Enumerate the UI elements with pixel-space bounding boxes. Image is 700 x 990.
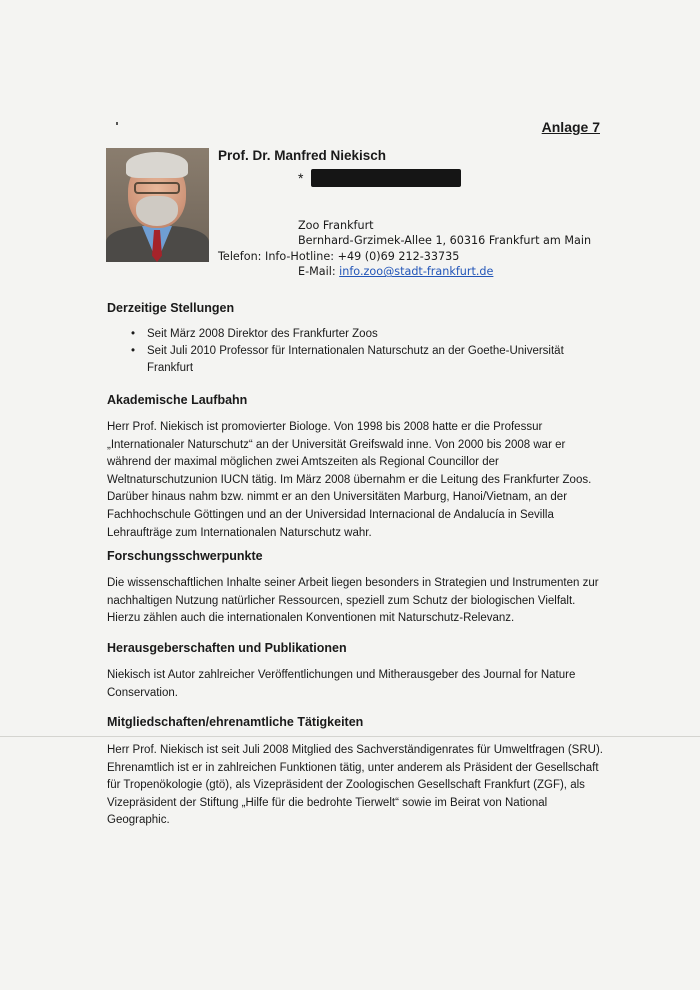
positions-list (107, 326, 607, 377)
memberships-text: Herr Prof. Niekisch ist seit Juli 2008 Mitglied des Sachverständigenrates für Umweltfragen (SRU). Ehrenamtlich ist er in zahlreichen Funktionen tätig, unter anderem als Präsident der Gesellschaft für Tropenökologie (gtö), als Vizepräsident der Zoologischen Gesellschaft Frankfurt (ZGF), als Vizepräsident der Stiftung „Hilfe für die bedrohte Tierwelt“ sowie im Beirat von National Geographic. (107, 744, 603, 827)
birth-date-row (298, 168, 461, 188)
position-item: • Seit März 2008 Direktor des Frankfurter Zoos (107, 326, 607, 343)
scan-speck (116, 122, 118, 125)
email-link[interactable]: info.zoo@stadt-frankfurt.de (339, 265, 494, 279)
phone-value: Info-Hotline: +49 (0)69 212-33735 (265, 249, 460, 263)
career-text: Herr Prof. Niekisch ist promovierter Biologe. Von 1998 bis 2008 hatte er die Professur „Internationaler Naturschutz“ an der Universität Greifswald inne. Von 2000 bis 2008 war er während der maximal möglichen zwei Amtszeiten als Regional Councillor der Weltnaturschutzunion IUCN tätig. Im März 2008 übernahm er die Leitung des Frankfurter Zoos. Darüber hinaus nahm bzw. nimmt er an den Universitäten Marburg, Hanoi/Vietnam, an der Fachhochschule Göttingen und an der Universidad Internacional de Andalucía in Sevilla Lehraufträge zum Internationalen Naturschutz wahr. (107, 421, 592, 539)
annex-label: Anlage 7 (541, 119, 600, 135)
contact-org: Zoo Frankfurt (298, 219, 374, 232)
portrait-photo (106, 148, 209, 262)
contact-address: Bernhard-Grzimek-Allee 1, 60316 Frankfurt am Main (298, 234, 592, 248)
contact-phone (218, 249, 591, 264)
research-text: Die wissenschaftlichen Inhalte seiner Arbeit liegen besonders in Strategien und Instrumenten zur nachhaltigen Nutzung natürlicher Ressourcen, speziell zum Schutz der biologischen Vielfalt. Hierzu zählen auch die internationalen Konventionen mit Naturschutz-Relevanz. (107, 577, 599, 625)
heading-memberships: Mitgliedschaften/ehrenamtliche Tätigkeiten (107, 715, 364, 729)
redacted-birth-date (311, 169, 461, 187)
publications-text: Niekisch ist Autor zahlreicher Veröffentlichungen und Mitherausgeber des Journal for Nature Conservation. (107, 669, 576, 699)
position-item: • Seit Juli 2010 Professor für Internationalen Naturschutz an der Goethe-Universität Frankfurt (107, 343, 607, 377)
contact-block (218, 218, 591, 280)
contact-email (218, 264, 591, 279)
email-label: E-Mail: (298, 265, 336, 279)
scan-artifact-line (0, 736, 700, 737)
phone-label: Telefon: (218, 249, 262, 263)
heading-publications: Herausgeberschaften und Publikationen (107, 641, 347, 655)
heading-research: Forschungsschwerpunkte (107, 549, 263, 563)
heading-positions: Derzeitige Stellungen (107, 301, 235, 315)
heading-career: Akademische Laufbahn (107, 393, 248, 407)
birth-marker: * (298, 170, 304, 186)
person-name: Prof. Dr. Manfred Niekisch (218, 148, 387, 163)
